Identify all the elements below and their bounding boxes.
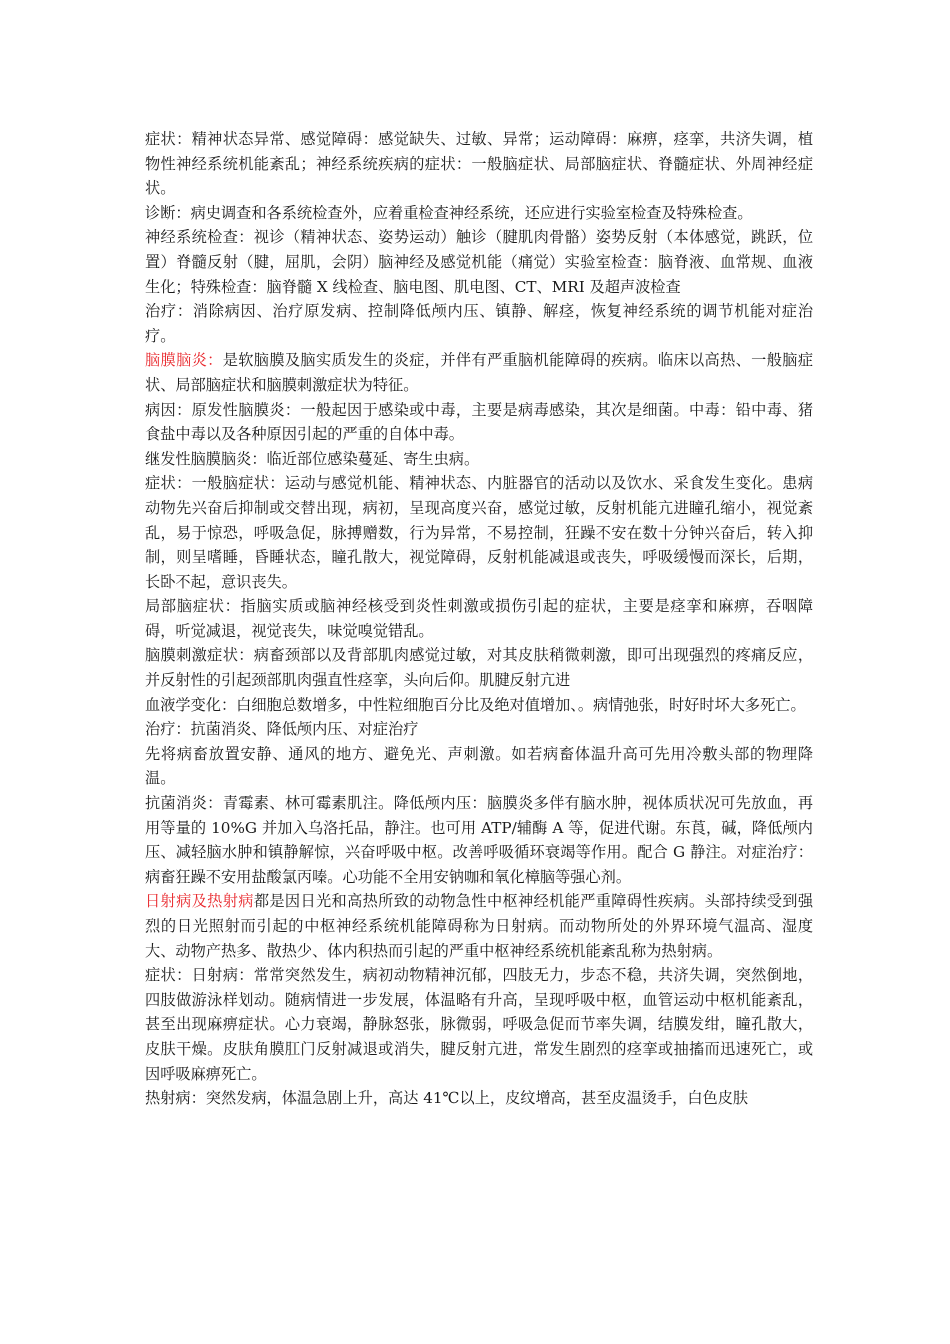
paragraph-text: 局部脑症状：指脑实质或脑神经核受到炎性刺激或损伤引起的症状，主要是痉挛和麻痹，吞咽障碍，听觉减退，视觉丧失，味觉嗅觉错乱。 xyxy=(145,597,813,640)
paragraph-text: 症状：精神状态异常、感觉障碍：感觉缺失、过敏、异常；运动障碍：麻痹，痉挛，共济失调，植物性神经系统机能紊乱；神经系统疾病的症状：一般脑症状、局部脑症状、脊髓症状、外周神经症状。 xyxy=(145,130,813,198)
paragraph-text: 症状：日射病：常常突然发生，病初动物精神沉郁，四肢无力，步态不稳，共济失调，突然倒地，四肢做游泳样划动。随病情进一步发展，体温略有升高，呈现呼吸中枢，血管运动中枢机能紊乱，甚至出现麻痹症状。心力衰竭，静脉怒张，脉微弱，呼吸急促而节率失调，结膜发绀，瞳孔散大，皮肤干燥。皮肤角膜肛门反射减退或消失，腱反射亢进，常发生剧烈的痉挛或抽搐而迅速死亡，或因呼吸麻痹死亡。 xyxy=(145,966,813,1083)
paragraph-text: 是软脑膜及脑实质发生的炎症，并伴有严重脑机能障碍的疾病。临床以高热、一般脑症状、局部脑症状和脑膜刺激症状为特征。 xyxy=(145,351,814,394)
paragraph-local-brain-symptoms xyxy=(145,594,813,643)
paragraph-text: 热射病：突然发病，体温急剧上升，高达 41℃以上，皮纹增高，甚至皮温烫手，白色皮肤 xyxy=(145,1089,749,1108)
paragraph-nervous-exam xyxy=(145,225,813,299)
paragraph-heatstroke xyxy=(145,889,813,963)
paragraph-meningeal-irritation xyxy=(145,643,813,692)
paragraph-text: 脑膜刺激症状：病畜颈部以及背部肌肉感觉过敏，对其皮肤稍微刺激，即可出现强烈的疼痛反应，并反射性的引起颈部肌肉强直性痉挛，头向后仰。肌腱反射亢进 xyxy=(145,646,813,690)
paragraph-blood-changes xyxy=(145,693,813,718)
paragraph-text: 先将病畜放置安静、通风的地方、避免光、声刺激。如若病畜体温升高可先用冷敷头部的物理降温。 xyxy=(145,744,813,788)
paragraph-treatment-summary xyxy=(145,717,813,742)
paragraph-heatstroke-symptoms xyxy=(145,1086,813,1111)
paragraph-etiology xyxy=(145,398,813,447)
paragraph-text: 继发性脑膜脑炎：临近部位感染蔓延、寄生虫病。 xyxy=(145,449,480,468)
paragraph-text: 治疗：消除病因、治疗原发病、控制降低颅内压、镇静、解痉，恢复神经系统的调节机能对症治疗。 xyxy=(145,302,813,345)
paragraph-treatment xyxy=(145,299,813,348)
paragraph-sunstroke-symptoms xyxy=(145,963,813,1086)
highlight-term: 日射病及热射病 xyxy=(145,892,254,911)
paragraph-text: 抗菌消炎：青霉素、林可霉素肌注。降低颅内压：脑膜炎多伴有脑水肿，视体质状况可先放血，再用等量的 10%G 并加入乌洛托品，静注。也可用 ATP/辅酶 A 等，促进代谢。东莨，碱，降低颅内压、减轻脑水肿和镇静解惊，兴奋呼吸中枢。改善呼吸循环衰竭等作用。配合 G 静注。对症治疗：病畜狂躁不安用盐酸氯丙嗪。心功能不全用安钠咖和氧化樟脑等强心剂。 xyxy=(145,794,813,886)
paragraph-general-brain-symptoms xyxy=(145,471,813,594)
paragraph-care xyxy=(145,742,813,791)
paragraph-text: 病因：原发性脑膜炎：一般起因于感染或中毒，主要是病毒感染，其次是细菌。中毒：铅中毒、猪食盐中毒以及各种原因引起的严重的自体中毒。 xyxy=(145,400,813,444)
paragraph-antibacterial xyxy=(145,791,813,889)
paragraph-text: 诊断：病史调查和各系统检查外，应着重检查神经系统，还应进行实验室检查及特殊检查。 xyxy=(145,203,753,222)
document-body xyxy=(145,127,813,1111)
paragraph-text: 都是因日光和高热所致的动物急性中枢神经机能严重障碍性疾病。头部持续受到强烈的日光照射而引起的中枢神经系统机能障碍称为日射病。而动物所处的外界环境气温高、湿度大、动物产热多、散热少、体内积热而引起的严重中枢神经系统机能紊乱称为热射病。 xyxy=(145,892,814,960)
paragraph-text: 神经系统检查：视诊（精神状态、姿势运动）触诊（腱肌肉骨骼）姿势反射（本体感觉，跳跃，位置）脊髓反射（腱，屈肌，会阴）脑神经及感觉机能（痛觉）实验室检查：脑脊液、血常规、血液生化；特殊检查：脑脊髓 X 线检查、脑电图、肌电图、CT、MRI 及超声波检查 xyxy=(145,228,813,296)
paragraph-text: 血液学变化：白细胞总数增多，中性粒细胞百分比及绝对值增加、。病情弛张，时好时坏大多死亡。 xyxy=(145,695,806,714)
paragraph-diagnosis xyxy=(145,201,813,226)
highlight-term: 脑膜脑炎： xyxy=(145,351,223,370)
paragraph-secondary xyxy=(145,447,813,472)
paragraph-text: 症状：一般脑症状：运动与感觉机能、精神状态、内脏器官的活动以及饮水、采食发生变化。患病动物先兴奋后抑制或交替出现，病初，呈现高度兴奋，感觉过敏，反射机能亢进瞳孔缩小，视觉紊乱，易于惊恐，呼吸急促，脉搏赠数，行为异常，不易控制，狂躁不安在数十分钟兴奋后，转入抑制，则呈嗜睡，昏睡状态，瞳孔散大，视觉障碍，反射机能减退或丧失，呼吸缓慢而深长，后期，长卧不起，意识丧失。 xyxy=(145,474,813,591)
paragraph-text: 治疗：抗菌消炎、降低颅内压、对症治疗 xyxy=(145,720,419,739)
paragraph-meningoencephalitis xyxy=(145,348,813,397)
paragraph-symptoms xyxy=(145,127,813,201)
